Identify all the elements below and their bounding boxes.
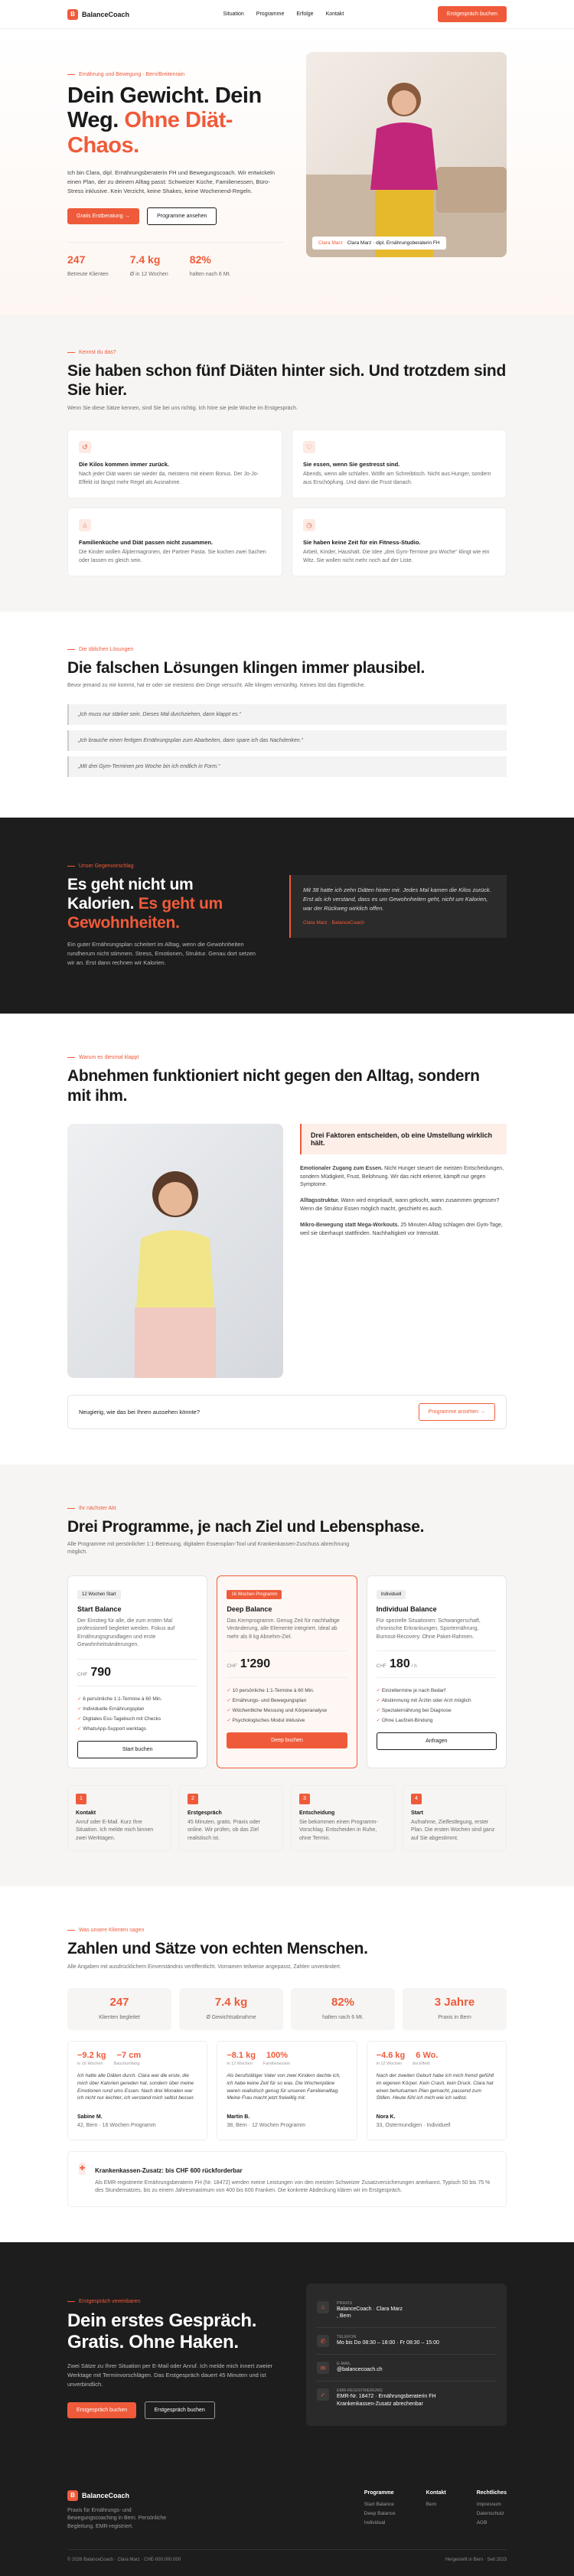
- footer-col-legal: Rechtliches Impressum Datenschutz AGB: [476, 2489, 507, 2525]
- client-photo: [67, 1124, 283, 1378]
- nav-programme[interactable]: Programme: [256, 11, 285, 17]
- fit-section: [0, 1014, 574, 1464]
- results-subtitle: Alle Angaben mit ausdrücklichem Einverständnis veröffentlicht. Vornamen teilweise angepasst, Zahlen unverändert.: [67, 1964, 341, 1970]
- heart-icon: ♡: [303, 441, 315, 453]
- wrong-quote: „Ich brauche einen fertigen Ernährungsplan zum Abarbeiten, dann spare ich das Nachdenken.“: [67, 730, 507, 751]
- plan-start: 12 Wochen Start Start Balance Der Einstieg für alle, die zum ersten Mal professionell begleitet werden. Fokus auf Ernährungsgrundlagen und erste Gewohnheitsänderungen. CHF 790 ✓ 6 persönliche 1:1-Termine à 60 Min. ✓ Individuelle Ernährungsplan ✓ Digitales Ess-Tagebuch mit Checks ✓ WhatsApp-Support werktags Start buchen: [67, 1575, 207, 1768]
- clock-icon: ◷: [303, 519, 315, 531]
- step-card: 4 Start Aufnahme, Zielfestlegung, erster Plan. Die ersten Wochen sind ganz auf Sie abgestimmt.: [403, 1785, 507, 1852]
- cta-book-button[interactable]: Erstgespräch buchen: [67, 2402, 136, 2418]
- hero-text: Ich bin Clara, dipl. Ernährungsberaterin FH und Bewegungscoach. Wir entwickeln einen Plan, der zu deinem Alltag passt: Schweizer Küche, Familienessen, Büro-Stress inklusive. Kein Verzicht, keine Shakes, keine Wochenend-Regeln.: [67, 169, 275, 194]
- contact-phone[interactable]: ✆ TELEFON Mo bis Do 08:30 – 18:00 · Fr 08:30 – 15:00: [317, 2328, 496, 2355]
- deep-book-button[interactable]: Deep buchen: [227, 1732, 347, 1748]
- free-consult-button[interactable]: Gratis Erstberatung →: [67, 208, 139, 224]
- step-card: 3 Entscheidung Sie bekommen einen Programm-Vorschlag. Entscheiden in Ruhe, ohne Termin.: [291, 1785, 395, 1852]
- hero-stats: [67, 242, 285, 279]
- footer-logo[interactable]: B BalanceCoach: [67, 2490, 334, 2501]
- nav-erfolge[interactable]: Erfolge: [296, 11, 314, 17]
- fit-title: Abnehmen funktioniert nicht gegen den Alltag, sondern mit ihm.: [67, 1067, 480, 1105]
- nav-situation[interactable]: Situation: [223, 11, 244, 17]
- kpi-card: 82% halten nach 6 Mt.: [291, 1988, 395, 2030]
- contact-card: [306, 2284, 507, 2426]
- pain-section: [0, 315, 574, 612]
- quote-author: Clara Marz · BalanceCoach: [303, 919, 364, 926]
- habits-title: Es geht nicht um Kalorien. Es geht um Gewohnheiten.: [67, 875, 223, 932]
- pain-eyebrow: Kennst du das?: [67, 350, 507, 355]
- testimonial-card: −4.6 kg 6 Wo. in 12 Wochen bis Effekt Nach der zweiten Geburt habe ich mich fremd gefühlt im eigenen Körper. Kein Crash, kein Druck. Clara hat einen behutsamen Plan gemacht, passend zum Stillen. Heute fühl ich mich wie ich selbst. Nora K. 33, Ostermundigen · Individuell: [367, 2041, 507, 2140]
- brand-logo[interactable]: [67, 9, 129, 20]
- inquire-button[interactable]: Anfragen: [377, 1732, 497, 1750]
- brand-name: BalanceCoach: [82, 10, 130, 18]
- results-eyebrow: Was unsere Klienten sagen: [67, 1928, 507, 1933]
- site-header: [0, 0, 574, 29]
- cta-eyebrow: Erstgespräch vereinbaren: [67, 2299, 280, 2304]
- main-nav: [223, 11, 344, 17]
- step-card: 2 Erstgespräch 45 Minuten, gratis. Praxis oder online. Wir prüfen, ob das Ziel realistisch ist.: [179, 1785, 283, 1852]
- results-section: [0, 1886, 574, 2241]
- pain-card: ↺ Die Kilos kommen immer zurück. Nach jeder Diät waren sie wieder da, meistens mit einem Bonus. Der Jo-Jo-Effekt ist längst mehr Regel als Ausnahme.: [67, 429, 282, 498]
- cta-title: Dein erstes Gespräch. Gratis. Ohne Haken.: [67, 2310, 257, 2353]
- location-icon: ⌂: [317, 2301, 329, 2313]
- hero-section: [0, 29, 574, 315]
- wrong-quote: „Ich muss nur stärker sein. Dieses Mal durchziehen, dann klappt es.“: [67, 704, 507, 725]
- coach-quote: Mit 38 hatte ich zehn Diäten hinter mir. Jedes Mal kamen die Kilos zurück. Erst als ich verstand, dass es um Gewohnheiten geht, nicht um Kalorien, war der Rückweg wirklich offen. Clara Marz · BalanceCoach: [289, 875, 507, 938]
- header-cta-button[interactable]: Erstgespräch buchen: [438, 6, 507, 22]
- kpi-card: 7.4 kg Ø Gewichtsabnahme: [179, 1988, 283, 2030]
- footer-col-contact: Kontakt Bern: [426, 2489, 446, 2507]
- contact-practice: ⌂ PRAXIS BalanceCoach · Clara Marz , Bern: [317, 2294, 496, 2329]
- fit-callout: Drei Faktoren entscheiden, ob eine Umstellung wirklich hält.: [300, 1124, 507, 1154]
- programs-subtitle: Alle Programme mit persönlicher 1:1-Betreuung, digitalem Essensplan-Tool und Krankenkassen-Zuschuss abrechnung möglich.: [67, 1541, 350, 1556]
- factor-movement: Mikro-Bewegung statt Mega-Workouts. 25 Minuten Alltag schlagen drei Gym-Tage, weil sie überhaupt stattfinden. Nachhaltigkeit vor Intensität.: [300, 1223, 503, 1236]
- coach-portrait-illustration: [306, 52, 507, 257]
- mail-icon: ✉: [317, 2362, 329, 2374]
- shield-icon: ✚: [79, 2163, 86, 2175]
- wrong-title: Die falschen Lösungen klingen immer plausibel.: [67, 659, 425, 677]
- step-card: 1 Kontakt Anruf oder E-Mail. Kurz Ihre Situation. Ich melde mich binnen zwei Werktagen.: [67, 1785, 171, 1852]
- wrong-eyebrow: Die üblichen Lösungen: [67, 647, 507, 652]
- pain-card: ◷ Sie haben keine Zeit für ein Fitness-Studio. Arbeit, Kinder, Haushalt. Die Idee „drei Gym-Termine pro Woche“ klingt wie ein Witz. Sie wollen nicht mehr noch auf der Liste.: [292, 508, 507, 576]
- pain-subtitle: Wenn Sie diese Sätze kennen, sind Sie bei uns richtig. Ich höre sie jede Woche im Erstgespräch.: [67, 405, 298, 411]
- plan-individual: Individuell Individual Balance Für spezielle Situationen: Schwangerschaft, chronische Erkrankungen, Sporternährung, Burnout-Recovery. Ohne Paket-Rahmen. CHF 180 / h ✓ Einzeltermine je nach Bedarf ✓ Abstimmung mit Ärztin oder Arzt möglich ✓ Spezialernährung bei Diagnose ✓ Ohne Laufzeit-Bindung Anfragen: [367, 1575, 507, 1768]
- testimonial-card: −9.2 kg −7 cm in 16 Wochen Bauchumfang Ich hatte alle Diäten durch. Clara war die erste, die mich über Kalorien gereden hat, sondern über meine Emotionen rund ums Essen. Nach drei Monaten war ich nicht nur leichter, ich verstand mich selbst besser. Sabine M. 42, Bern · 16 Wochen Programm: [67, 2041, 207, 2140]
- habits-eyebrow: Unser Gegenvorschlag: [67, 864, 507, 869]
- fit-eyebrow: Warum es diesmal klappt: [67, 1055, 507, 1060]
- programs-teaser-bar: Neugierig, wie das bei Ihnen aussehen könnte? Programme ansehen →: [67, 1395, 507, 1429]
- cta-secondary-button[interactable]: Erstgespräch buchen: [145, 2401, 215, 2419]
- stat-weight: 7.4 kg Ø in 12 Wochen: [129, 253, 168, 278]
- home-icon: ⌂: [79, 519, 91, 531]
- contact-registration: ✓ EMR-REGISTRIERUNG EMR-Nr. 18472 · Ernährungsberaterin FH Krankenkassen-Zusatz abrechenbar: [317, 2382, 496, 2415]
- programs-link-button[interactable]: Programme ansehen →: [419, 1403, 495, 1421]
- wrong-quote: „Mit drei Gym-Terminen pro Woche bin ich endlich in Form.“: [67, 756, 507, 777]
- cycle-icon: ↺: [79, 441, 91, 453]
- cta-text: Zwei Sätze zu Ihrer Situation per E-Mail oder Anruf. Ich melde mich innert zweier Werktage mit Terminvorschlägen. Das Erstgespräch dauert 45 Minuten und ist unverbindlich.: [67, 2362, 273, 2388]
- kpi-card: 247 Klienten begleitet: [67, 1988, 171, 2030]
- factor-emotion: Emotionaler Zugang zum Essen. Nicht Hunger steuert die meisten Entscheidungen, sondern Müdigkeit, Frust, Belohnung. Wir das nicht erkennt, kämpft nur gegen Symptome.: [300, 1165, 504, 1188]
- wrong-subtitle: Bevor jemand zu mir kommt, hat er oder sie meistens drei Dinge versucht. Alle klingen vernünftig. Keines löst das Eigentliche.: [67, 683, 366, 689]
- pain-title: Sie haben schon fünf Diäten hinter sich. Und trotzdem sind Sie hier.: [67, 362, 506, 400]
- site-footer: [0, 2467, 574, 2576]
- plan-deep: 16 Wochen Programm Deep Balance Das Kernprogramm. Genug Zeit für nachhaltige Veränderung, alle Elemente integriert. Ideal ab mehr als 8 kg Abnehm-Ziel. CHF 1'290 ✓ 10 persönliche 1:1-Termine à 60 Min. ✓ Ernährungs- und Bewegungsplan ✓ Wöchentliche Messung und Körperanalyse ✓ Psychologisches Modul inklusive Deep buchen: [217, 1575, 357, 1768]
- nav-kontakt[interactable]: Kontakt: [325, 11, 344, 17]
- hero-title: Dein Gewicht. Dein Weg. Ohne Diät-Chaos.: [67, 83, 262, 158]
- programs-section: [0, 1464, 574, 1887]
- cta-section: [0, 2242, 574, 2467]
- footer-tagline: Praxis für Ernährungs- und Bewegungscoaching in Bern. Persönliche Begleitung. EMR-registriert.: [67, 2507, 167, 2529]
- programs-eyebrow: Ihr nächster Akt: [67, 1506, 507, 1511]
- check-icon: ✓: [317, 2388, 329, 2401]
- phone-icon: ✆: [317, 2335, 329, 2347]
- footer-bottom: © 2026 BalanceCoach · Clara Marz · CHE-000.000.000 Hergestellt in Bern · Seit 2023: [67, 2549, 507, 2562]
- start-book-button[interactable]: Start buchen: [77, 1741, 197, 1758]
- pain-card: ⌂ Familienküche und Diät passen nicht zusammen. Die Kinder wollen Älplermagronen, der Partner Pasta. Sie kochen zwei Sachen oder lassen es gleich sein.: [67, 508, 282, 576]
- coach-portrait-image: [306, 52, 507, 257]
- wrong-solutions-section: [0, 612, 574, 818]
- testimonial-card: −8.1 kg 100% in 12 Wochen Familienessen Als berufstätiger Vater von zwei Kindern dachte ich, ich habe keine Zeit für so was. Die Wochenpläne waren realistisch genug für unseren Familienalltag. Meine Frau macht jetzt freiwillig mit. Martin B. 38, Bern · 12 Wochen Programm: [217, 2041, 357, 2140]
- habits-text: Ein guter Ernährungsplan scheitert im Alltag, wenn die Gewohnheiten rundherum nicht stimmen. Stress, Emotionen, Struktur. Genau dort setzen wir an. Erst dann rechnen wir Kalorien.: [67, 941, 256, 967]
- logo-icon: B: [67, 9, 78, 20]
- hero-eyebrow: Ernährung und Bewegung · Bern/Breitenrain: [67, 72, 285, 77]
- factor-structure: Alltagsstruktur. Wann wird eingekauft, wann gekocht, wann zusammen gegessen? Wenn die Struktur Essen möglich macht, geschieht es auch.: [300, 1198, 500, 1213]
- logo-icon: B: [67, 2490, 78, 2501]
- client-illustration: [67, 1124, 283, 1378]
- stat-retention: 82% halten nach 6 Mt.: [189, 253, 231, 278]
- kpi-card: 3 Jahre Praxis in Bern: [403, 1988, 507, 2030]
- photo-caption: Clara Marz · Clara Marz · dipl. Ernährungsberaterin FH: [312, 237, 446, 250]
- stat-clients: 247 Betreute Klienten: [67, 253, 109, 278]
- insurance-box: ✚ Krankenkassen-Zusatz: bis CHF 600 rückforderbar Als EMR-registrierte Ernährungsberaterin FH (Nr. 18472) werden meine Leistungen von den meisten Schweizer Zusatzversicherungen anerkannt. Typisch 50 bis 75 % des Stundensatzes, bis zu einem Jahresmaximum von 400 bis 600 Franken. Die konkrete Abdeckung klären wir im Erstgespräch.: [67, 2151, 507, 2207]
- footer-col-programs: Programme Start Balance Deep Balance Individual: [364, 2489, 396, 2525]
- contact-email[interactable]: ✉ E-MAIL @balancecoach.ch: [317, 2355, 496, 2382]
- view-programs-button[interactable]: Programme ansehen: [147, 207, 217, 225]
- habits-section: [0, 818, 574, 1014]
- programs-title: Drei Programme, je nach Ziel und Lebensphase.: [67, 1517, 425, 1536]
- pain-card: ♡ Sie essen, wenn Sie gestresst sind. Abends, wenn alle schlafen. Wölfe am Schreibtisch. Nicht aus Hunger, sondern aus Erschöpfung. Und dann die Frust danach.: [292, 429, 507, 498]
- results-title: Zahlen und Sätze von echten Menschen.: [67, 1940, 368, 1958]
